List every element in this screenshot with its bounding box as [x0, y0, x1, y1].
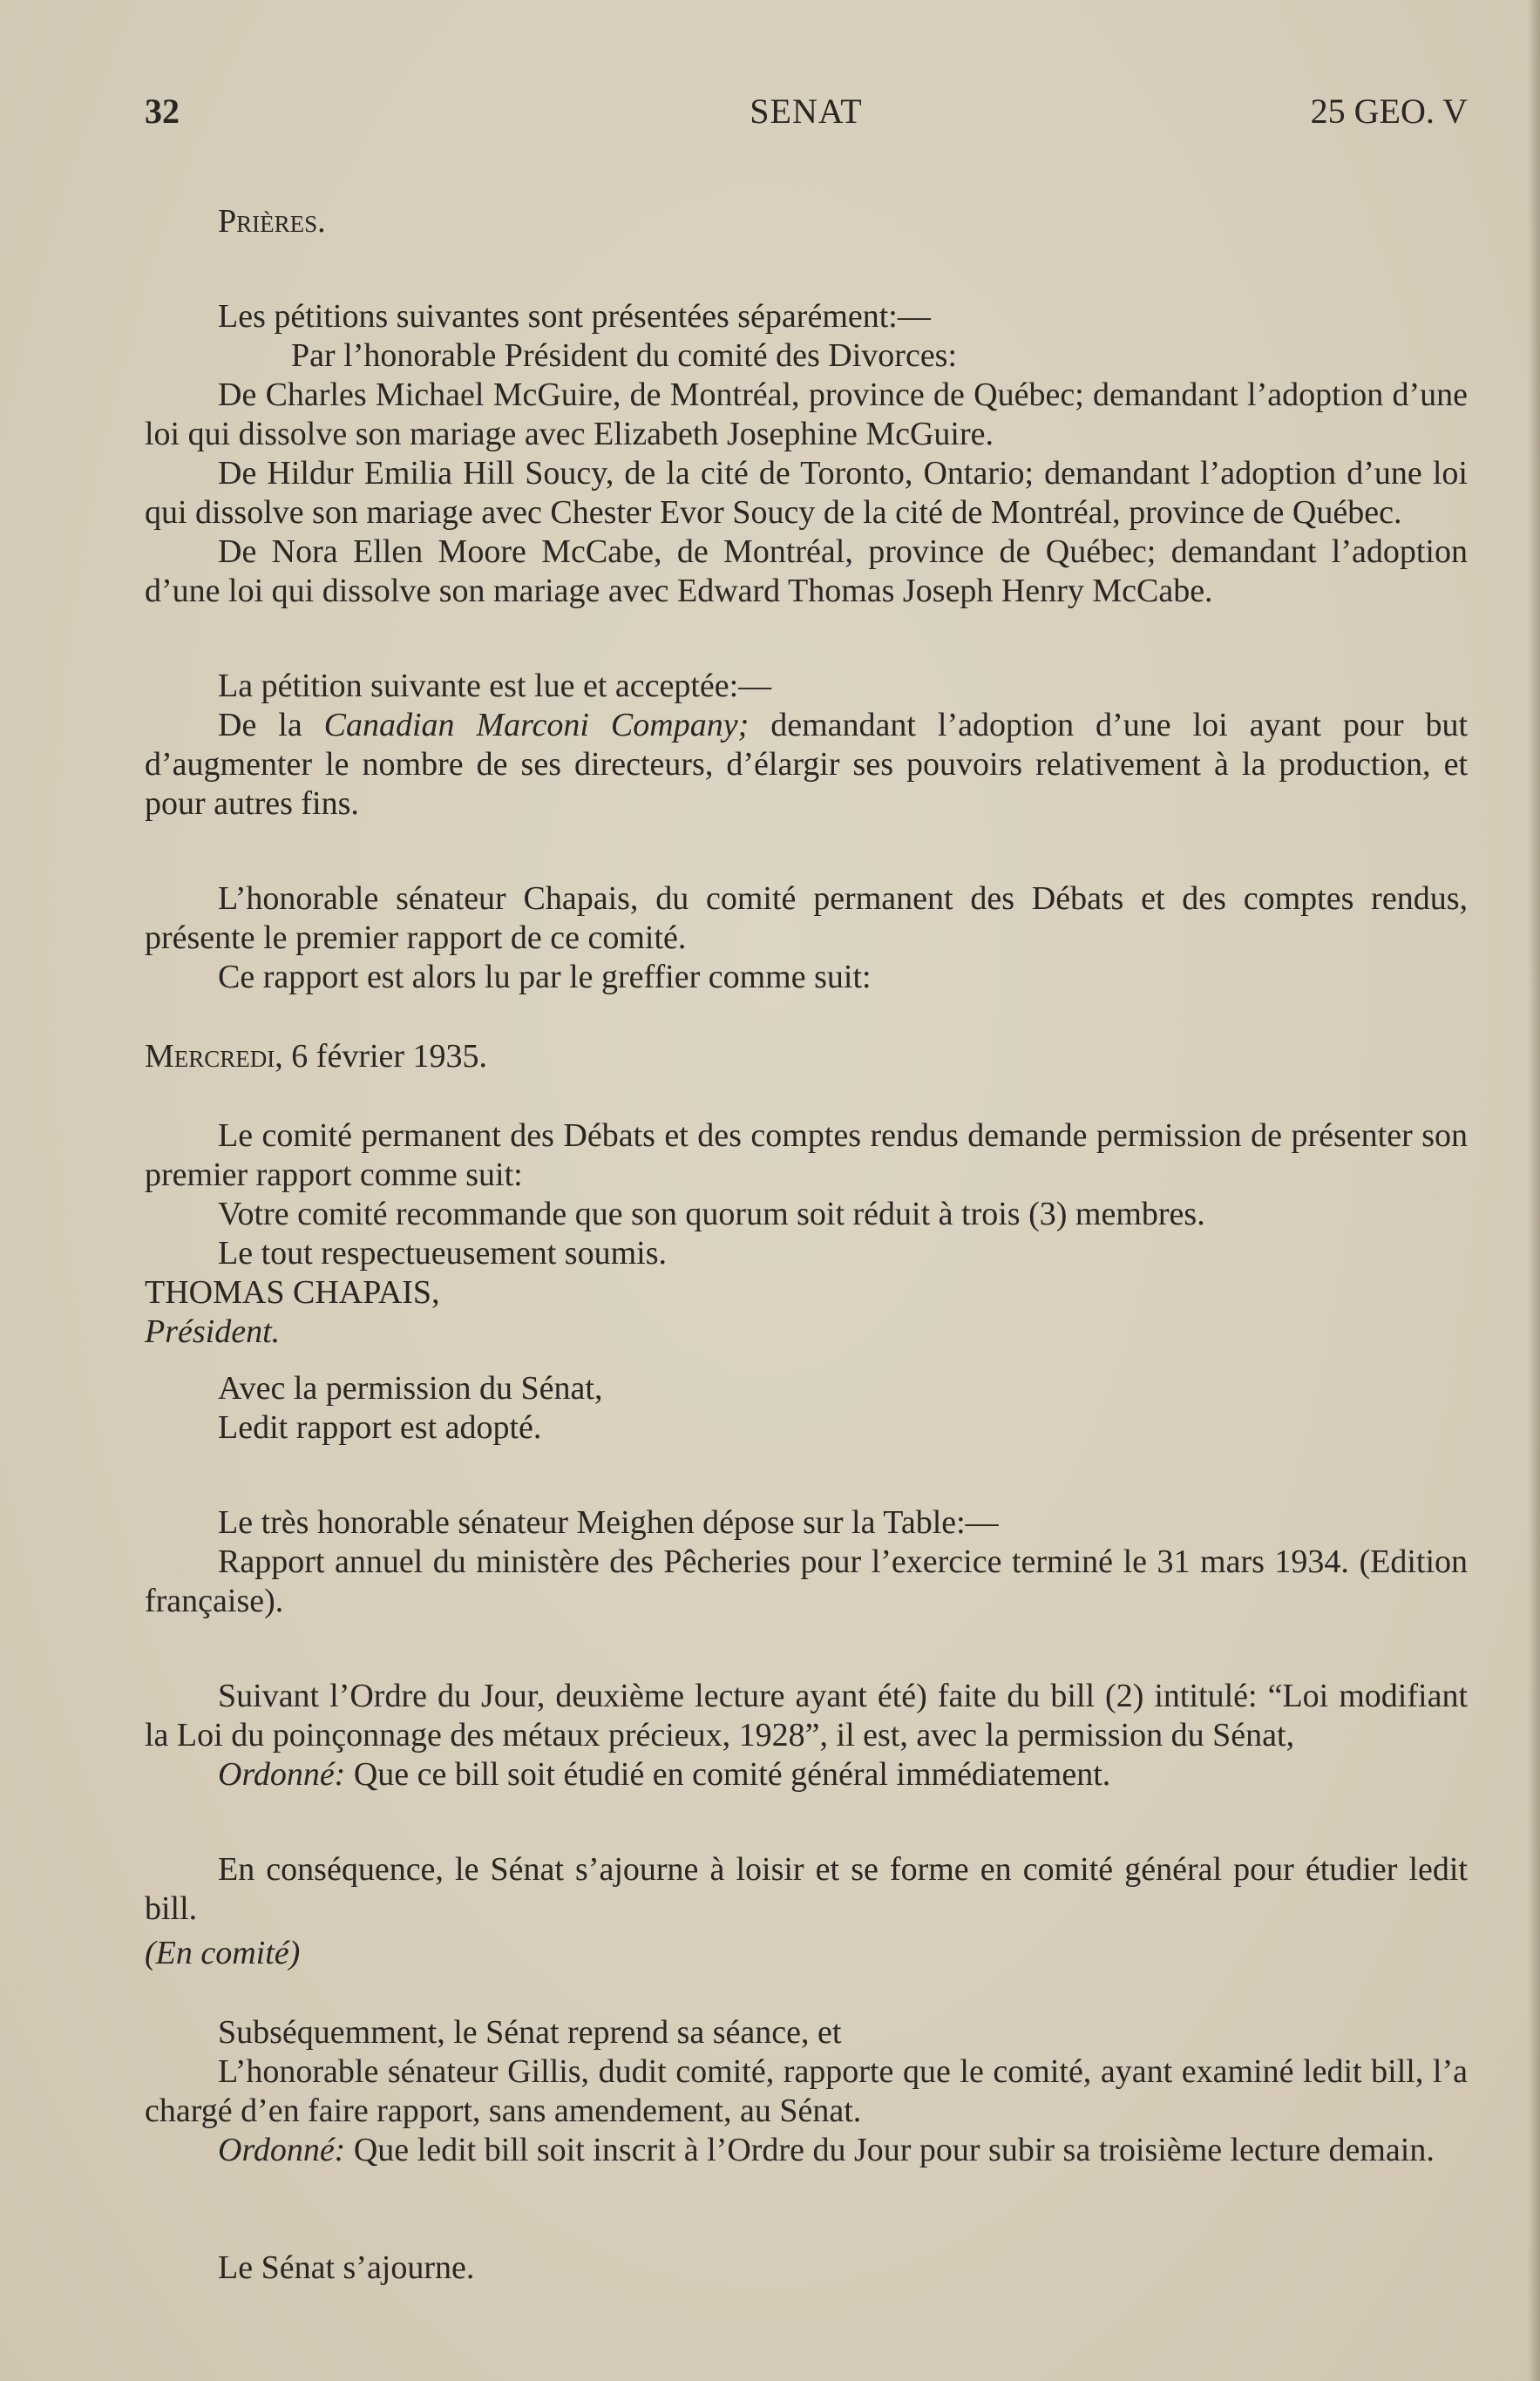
regnal-year: 25 GEO. V — [1310, 92, 1468, 131]
adopted-line: Ledit rapport est adopté. — [218, 1409, 542, 1446]
signatory-title: Président. — [145, 1313, 281, 1350]
consequence-paragraph: En conséquence, le Sénat s’ajourne à loisir et se forme en comité général pour étudier ledit bill. — [145, 1851, 1468, 1927]
petition-read-line: La pétition suivante est lue et acceptée:— — [218, 668, 772, 704]
submitted-line: Le tout respectueusement soumis. — [218, 1235, 667, 1272]
meighen-tabling: Le très honorable sénateur Meighen dépose sur la Table:— — [218, 1504, 999, 1541]
subsequently-line: Subséquemment, le Sénat reprend sa séance, et — [218, 2014, 842, 2051]
report-date-rest: 6 février 1935. — [282, 1038, 488, 1075]
in-committee-text: (En comité) — [145, 1935, 301, 1971]
petition-mccabe: De Nora Ellen Moore McCabe, de Montréal, province de Québec; demandant l’adoption d’une loi qui dissolve son mariage avec Edward Thomas Joseph Henry McCabe. — [145, 533, 1468, 609]
fisheries-report: Rapport annuel du ministère des Pêcheries pour l’exercice terminé le 31 mars 1934. (Edition française). — [145, 1543, 1468, 1619]
prayers-heading: Prières. — [218, 203, 326, 240]
page-number: 32 — [145, 92, 180, 131]
marconi-rest: demandant l’adoption d’une loi ayant pour but d’augmenter le nombre de ses directeurs, d’élargir ses pouvoirs relativement à la production, et pour autres fins. — [145, 707, 1469, 822]
quorum-recommendation: Votre comité recommande que son quorum soit réduit à trois (3) membres. — [218, 1196, 1205, 1232]
in-committee-heading — [145, 1934, 1468, 1973]
ordered-committee — [145, 1755, 1468, 1794]
ordered-label-2: Ordonné: — [218, 2132, 346, 2168]
report-read-line: Ce rapport est alors lu par le greffier comme suit: — [218, 959, 872, 995]
signatory-name: THOMAS CHAPAIS, — [145, 1274, 440, 1311]
petition-soucy: De Hildur Emilia Hill Soucy, de la cité de Toronto, Ontario; demandant l’adoption d’une loi qui dissolve son mariage avec Chester Evor Soucy de la cité de Montréal, province de Québec. — [145, 455, 1468, 531]
ordered-text-1: Que ce bill soit étudié en comité général immédiatement. — [345, 1756, 1111, 1793]
order-of-day-paragraph: Suivant l’Ordre du Jour, deuxième lecture ayant été) faite du bill (2) intitulé: “Loi modifiant la Loi du poinçonnage des métaux précieux, 1928”, il est, avec la permission du Sénat, — [145, 1678, 1468, 1754]
petition-marconi — [145, 706, 1468, 824]
adjourn-line: Le Sénat s’ajourne. — [218, 2249, 475, 2286]
gillis-report: L’honorable sénateur Gillis, dudit comité, rapporte que le comité, ayant examiné ledit bill, l’a chargé d’en faire rapport, sans amendement, au Sénat. — [145, 2053, 1468, 2129]
divorce-committee-line: Par l’honorable Président du comité des Divorces: — [291, 337, 958, 374]
running-title: SENAT — [750, 92, 863, 131]
ordered-third-reading — [145, 2131, 1468, 2170]
report-date-day: Mercredi, — [145, 1038, 283, 1075]
chapais-report-paragraph: L’honorable sénateur Chapais, du comité permanent des Débats et des comptes rendus, présente le premier rapport de ce comité. — [145, 880, 1468, 956]
ordered-label: Ordonné: — [218, 1756, 346, 1793]
committee-request: Le comité permanent des Débats et des comptes rendus demande permission de présenter son premier rapport comme suit: — [145, 1117, 1468, 1193]
petition-mcguire: De Charles Michael McGuire, de Montréal, province de Québec; demandant l’adoption d’une loi qui dissolve son mariage avec Elizabeth Josephine McGuire. — [145, 376, 1468, 452]
petitions-intro: Les pétitions suivantes sont présentées séparément:— — [218, 298, 931, 335]
report-date — [145, 1037, 1468, 1076]
running-header — [145, 91, 1468, 134]
ordered-text-2: Que ledit bill soit inscrit à l’Ordre du Jour pour subir sa troisième lecture demain. — [345, 2132, 1435, 2168]
journal-body — [145, 202, 1468, 2288]
marconi-company-name: Canadian Marconi Company; — [323, 707, 750, 743]
permission-line: Avec la permission du Sénat, — [218, 1370, 603, 1407]
marconi-prefix: De la — [218, 707, 324, 743]
